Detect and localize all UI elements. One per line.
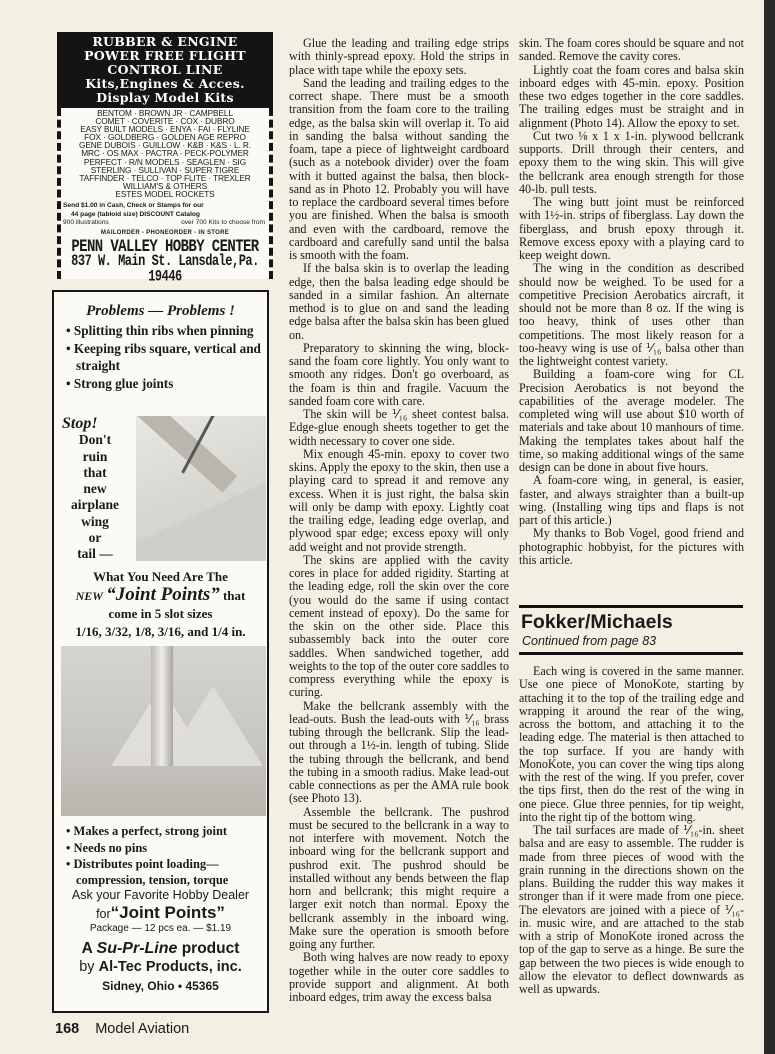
send-text: Send $1.00 in Cash, Check or Stamps for our: [63, 202, 204, 210]
brand-line: TAFFINDER · TELCO · TOP FLITE · TREXLER: [79, 172, 251, 183]
brand-line: STERLING · SULLIVAN · SUPER TIGRE: [90, 164, 240, 175]
paragraph: skin. The foam cores should be square and not sanded. Remove the cavity cores.: [519, 36, 744, 64]
that-word: that: [222, 588, 246, 603]
ask-line: Ask your Favorite Hobby Dealer: [71, 888, 250, 902]
magazine-name: Model Aviation: [95, 1021, 190, 1037]
paragraph: Mix enough 45-min. epoxy to cover two skins. Apply the epoxy to the skin, then use a playing card to spread it and remove any excess. When it is just right, the balsa skin will only be damp with epoxy. Lightly coat the trailing edge, leading edge overlap, and plywood spar edge; excess epoxy will only add weight and not provide strength.: [289, 446, 509, 554]
stop-line: wing: [81, 513, 109, 529]
brand-line: BENTOM · BROWN JR · CAMPBELL: [97, 108, 233, 118]
new-label: NEW: [75, 589, 103, 603]
ad-headline: [57, 32, 273, 108]
stop-line: airplane: [70, 497, 119, 513]
brand-line: COMET · COVERITE · COX · DUBRO: [95, 116, 235, 127]
benefit-item: • Distributes point loading— compression, tension, torque: [66, 857, 267, 888]
paragraph: If the balsa skin is to overlap the leading edge, then the balsa leading edge should be sanded in a similar fashion. An alternate method is to glue on and sand the leading edge balsa after the balsa skin has been glued on.: [289, 261, 509, 342]
benefit-item: • Makes a perfect, strong joint: [66, 824, 267, 840]
stop-text: [60, 416, 130, 563]
ad-title: Problems — Problems !: [86, 303, 235, 319]
stop-line: tail —: [77, 546, 113, 562]
catalog-offer: [61, 202, 269, 228]
a-word: A: [81, 940, 93, 957]
problem-list: [66, 322, 267, 392]
joint-points-ad: [52, 290, 269, 1013]
benefit-list: [66, 824, 267, 889]
benefit-item: • Needs no pins: [66, 841, 267, 857]
order-methods: MAILORDER - PHONEORDER - IN STORE: [100, 229, 230, 236]
fokker-column: [519, 665, 744, 996]
store-address: 837 W. Main St. Lansdale,Pa. 19446: [71, 251, 259, 286]
kits-text: over 700 Kits to choose from: [181, 219, 265, 227]
paragraph: Glue the leading and trailing edge strips with thinly-spread epoxy. Hold the strips in place with tape while the epoxy sets.: [289, 36, 509, 77]
need-text: [54, 568, 267, 641]
stop-heading: Stop!: [62, 415, 98, 432]
store-name: PENN VALLEY HOBBY CENTER: [71, 236, 259, 257]
penn-valley-ad: [57, 32, 273, 286]
dealer-info: [54, 888, 267, 993]
paragraph: The skin will be ⅟₁₆ sheet contest balsa. Edge-glue enough sheets together to get the width necessary to cover one side.: [289, 407, 509, 448]
paragraph: The wing in the condition as described should now be weighed. To be used for a competitive Precision Aerobatics aircraft, it should not be more than 8 oz. If the wing is too heavy, think of uses other than competitions. The most likely reason for a too-heavy wing is use of ⅟₁₆ balsa other than the lightweight contest variety.: [519, 261, 744, 368]
stop-line: ruin: [82, 448, 108, 464]
company-city: Sidney, Ohio • 45365: [102, 979, 219, 993]
brand-line: MRC · OS MAX · PACTRA · PECK-POLYMER: [81, 148, 249, 159]
headline-line: CONTROL LINE: [107, 62, 223, 77]
paragraph: The tail surfaces are made of ⅟₁₆-in. sheet balsa and are easy to assemble. The rudder is made from three pieces of wood with the grain running in the directions shown on the plans. Building the rudder this way makes it stronger than if it were made from one piece. The elevators are joined with a piece of ⅟₁₆-in. music wire, and are attached to the stab with a strip of MonoKote ironed across the top of the gap to serve as a hinge. Be sure the gap between the two pieces is wide enough to allow the elevator to deflect downwards as well as upwards.: [519, 823, 744, 996]
stop-line: or: [88, 530, 102, 546]
problem-item: • Strong glue joints: [66, 375, 267, 392]
catalog-text: 44 page (tabloid size) DISCOUNT Catalog: [71, 210, 200, 218]
brand-name: Su-Pr-Line: [96, 940, 178, 957]
headline-line: RUBBER & ENGINE: [92, 34, 238, 49]
scan-edge: [764, 0, 775, 1054]
article-column-3: [519, 37, 744, 567]
joint-point-photo: [61, 646, 266, 816]
product-word: product: [181, 940, 240, 957]
stop-line: Don't: [78, 432, 112, 448]
paragraph: Make the bellcrank assembly with the lead-outs. Bush the lead-outs with ⅟₁₆ brass tubing through the bellcrank. Slip the lead-out through a 1½-in. length of tubing. Slide the tubing through the bellcrank, and bend the tubing in a smooth radius. Make lead-out cable connections as per the AMA rule book (see Photo 13).: [289, 698, 509, 806]
paragraph: Building a foam-core wing for CL Precision Aerobatics is not beyond the capabilities of the average modeler. The completed wing will use about $10 worth of materials and take about 10 manhours of time. Making the templates takes about half the time, so making additional wings of the same design can be done in about five hours.: [519, 367, 744, 474]
by-word: by: [79, 959, 95, 975]
brand-list: [61, 109, 269, 198]
need-line: What You Need Are The: [93, 569, 228, 584]
brand-line: EASY BUILT MODELS · ENYA · FAI · FLYLINE: [80, 124, 250, 135]
section-divider: [519, 652, 743, 655]
continued-note: Continued from page 83: [522, 634, 657, 648]
headline-line: Display Model Kits: [96, 90, 234, 105]
company-name: Al-Tec Products, inc.: [98, 959, 242, 975]
sizes-line: 1/16, 3/32, 1/8, 3/16, and 1/4 in.: [75, 624, 246, 639]
paragraph: Each wing is covered in the same manner. Use one piece of MonoKote, starting by attaching it to the top of the trailing edge and wrapping it around the rear of the wing, across the bottom, and attaching it to the leading edge. The material is then attached to the top surface. If you are handy with MonoKote, you can cover the wing tips along with the rest of the wing. If you prefer, cover the tips first, then do the rest of the wing in one piece. Glue three pennies, for tip weight, into the right tip of the bottom wing.: [519, 664, 744, 824]
paragraph: Assemble the bellcrank. The pushrod must be secured to the bellcrank in a way to not interfere with movement. Notch the inboard wing for the bellcrank support and pushrod exit. The pushrod should be installed without any bends between the flap horn and bellcrank; this might require a larger exit notch than normal. Epoxy the bellcrank assembly in the inboard wing. Make sure the operation is smooth before going any further.: [289, 804, 509, 951]
paragraph: Both wing halves are now ready to epoxy together while in the outer core saddles to provide support and alignment. At both inboard edges, trim away the excess balsa: [289, 950, 509, 1004]
section-divider: [519, 605, 743, 608]
brand-line: WILLIAM'S & OTHERS: [122, 180, 208, 191]
brand-line: PERFECT · R/N MODELS · SEAGLEN · SIG: [83, 156, 247, 167]
brand-line: GENE DUBOIS · GUILLOW · K&B · K&S · L. R.: [78, 140, 251, 151]
paragraph: The skins are applied with the cavity cores in place for added rigidity. Starting at the leading edge, roll the skin over the core (you would do the same if using contact cement instead of epoxy). Do the same for the skin on the other side. Place this subassembly back into the outer core saddles. When sandwiched together, add weights to the top of the outer core saddles to compress everything while the epoxy is curing.: [289, 552, 509, 700]
paragraph: Lightly coat the foam cores and balsa skin inboard edges with 45-min. epoxy. Position these two edges together in the core saddles. The trailing edges must be straight and in alignment (Photo 14). Allow the epoxy to set.: [519, 62, 744, 130]
stop-line: that: [83, 464, 107, 480]
brand-line: FOX · GOLDBERG · GOLDEN AGE REPRO: [84, 132, 246, 143]
headline-line: POWER FREE FLIGHT: [84, 48, 246, 63]
brand-line: ESTES MODEL ROCKETS: [115, 188, 215, 199]
for-word: for: [96, 907, 111, 921]
product-name: “Joint Points”: [106, 584, 220, 605]
illustrations-text: 900 illustrations: [63, 219, 109, 227]
paragraph: Cut two ⅛ x 1 x 1-in. plywood bellcrank supports. Drill through their centers, and epoxy them to the wing skin. This will give the bellcrank area enough strength for those 40-lb. pull tests.: [519, 128, 744, 196]
paragraph: My thanks to Bob Vogel, good friend and photographic hobbyist, for the pictures with this article.: [519, 526, 744, 567]
rib-photo: [136, 416, 266, 561]
page-number: 168: [55, 1021, 80, 1037]
stop-line: new: [83, 481, 107, 497]
paragraph: The wing butt joint must be reinforced with 1½-in. strips of fiberglass. Lay down the fiberglass, and brush epoxy through it. Remove excess epoxy with a playing card to keep weight down.: [519, 195, 744, 262]
article-column-2: [289, 37, 509, 1004]
section-heading: Fokker/Michaels: [521, 611, 673, 633]
product-name-2: “Joint Points”: [110, 903, 225, 922]
package-price: Package — 12 pcs ea. — $1.19: [89, 923, 232, 934]
paragraph: Sand the leading and trailing edges to the correct shape. There must be a smooth transition from the foam core to the trailing edge, as the balsa skin will overlap it. To aid in sanding the balsa without sanding the foam, tape a piece of lightweight cardboard (such as a notebook divider) over the foam with it butted against the balsa, then block-sand as in Photo 12. Probably you will have to replace the cardboard several times before you are finished. When the balsa is smooth and even with the cardboard, remove the cardboard and carefully sand until the balsa is smooth with the foam.: [289, 75, 509, 262]
slots-line: come in 5 slot sizes: [108, 606, 213, 621]
paragraph: A foam-core wing, in general, is easier, faster, and always straighter than a built-up wing. (Installing wing tips and flaps is not part of this article.): [519, 473, 744, 527]
headline-line: Kits,Engines & Acces.: [85, 76, 245, 91]
paragraph: Preparatory to skinning the wing, block-sand the foam core lightly. You only want to smooth any ridges. Don't go overboard, as the foam is thin and fragile. Vacuum the sanded foam core with care.: [289, 340, 509, 408]
problem-item: • Splitting thin ribs when pinning: [66, 322, 267, 339]
page-footer: [55, 1021, 189, 1037]
problem-item: • Keeping ribs square, vertical and straight: [66, 340, 267, 374]
